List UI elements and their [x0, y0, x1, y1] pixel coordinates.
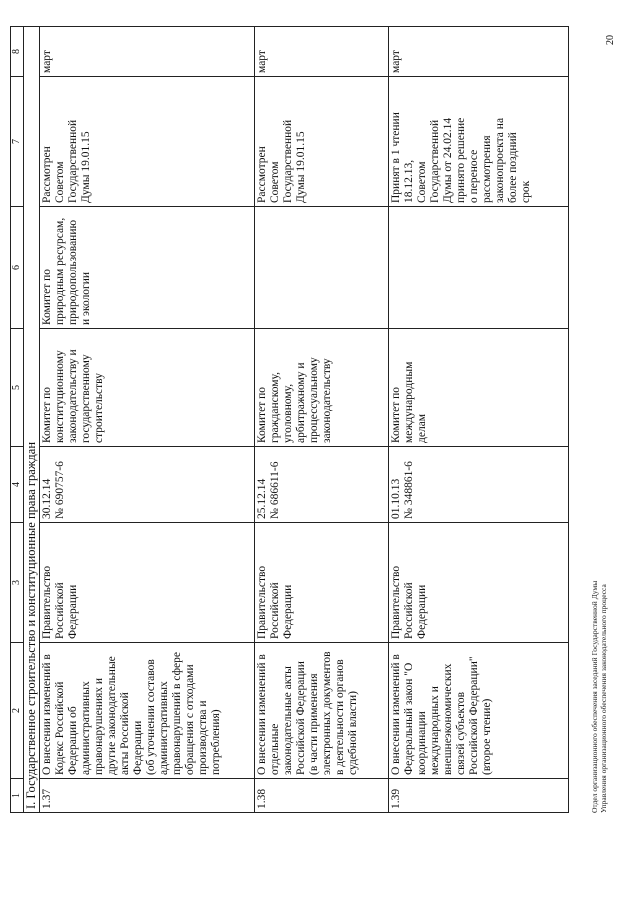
status: Рассмотрен Советом Государственной Думы 19.01.15: [40, 77, 255, 207]
term: март: [389, 27, 569, 77]
registration: 30.12.14 № 690757-6: [40, 447, 255, 523]
table-row: [255, 27, 389, 813]
registration: 01.10.13 № 348861-6: [389, 447, 569, 523]
co-committee: [255, 207, 389, 329]
initiator: Правительство Российской Федерации: [389, 523, 569, 643]
bill-title: О внесении изменений в отдельные законодательные акты Российской Федерации (в части применения электронных документов в деятельности органов судебной власти): [255, 643, 389, 779]
co-committee: Комитет по природным ресурсам, природопользованию и экологии: [40, 207, 255, 329]
footer-line-1: Отдел организационного обеспечения заседаний Государственной Думы: [590, 580, 599, 813]
responsible-committee: Комитет по международным делам: [389, 329, 569, 447]
col-number-4: 4: [11, 447, 24, 523]
status: Принят в 1 чтении 18.12.13, Советом Государственной Думы от 24.02.14 принято решение о переносе рассмотрения законопроекта на более поздний срок: [389, 77, 569, 207]
registration: 25.12.14 № 686611-6: [255, 447, 389, 523]
initiator: Правительство Российской Федерации: [255, 523, 389, 643]
table-row: [40, 27, 255, 813]
col-number-7: 7: [11, 77, 24, 207]
bill-title: О внесении изменений в Федеральный закон "О координации международных и внешнеэкономических связей субъектов Российской Федерации" (второе чтение): [389, 643, 569, 779]
responsible-committee: Комитет по гражданскому, уголовному, арбитражному и процессуальному законодательству: [255, 329, 389, 447]
page-footer: [590, 581, 608, 813]
col-number-1: 1: [11, 779, 24, 813]
co-committee: [389, 207, 569, 329]
page-number: 20: [605, 35, 616, 45]
term: март: [40, 27, 255, 77]
status: Рассмотрен Советом Государственной Думы 19.01.15: [255, 77, 389, 207]
section-title: I. Государственное строительство и конституционные права граждан: [24, 27, 40, 813]
row-number: 1.37: [40, 779, 255, 813]
initiator: Правительство Российской Федерации: [40, 523, 255, 643]
bill-title: О внесении изменений в Кодекс Российской Федерации об административных правонарушениях и другие законодательные акты Российской Федерации (об уточнении составов административных правонарушений в сфере обращения с отходами производства и потребления): [40, 643, 255, 779]
row-number: 1.39: [389, 779, 569, 813]
col-number-5: 5: [11, 329, 24, 447]
responsible-committee: Комитет по конституционному законодательству и государственному строительству: [40, 329, 255, 447]
column-number-row: [11, 27, 24, 813]
legislative-program-table: [10, 26, 569, 813]
col-number-2: 2: [11, 643, 24, 779]
col-number-3: 3: [11, 523, 24, 643]
section-row: [24, 27, 40, 813]
table-row: [389, 27, 569, 813]
footer-line-2: Управления организационного обеспечения законодательного процесса: [599, 584, 608, 813]
col-number-6: 6: [11, 207, 24, 329]
col-number-8: 8: [11, 27, 24, 77]
row-number: 1.38: [255, 779, 389, 813]
term: март: [255, 27, 389, 77]
